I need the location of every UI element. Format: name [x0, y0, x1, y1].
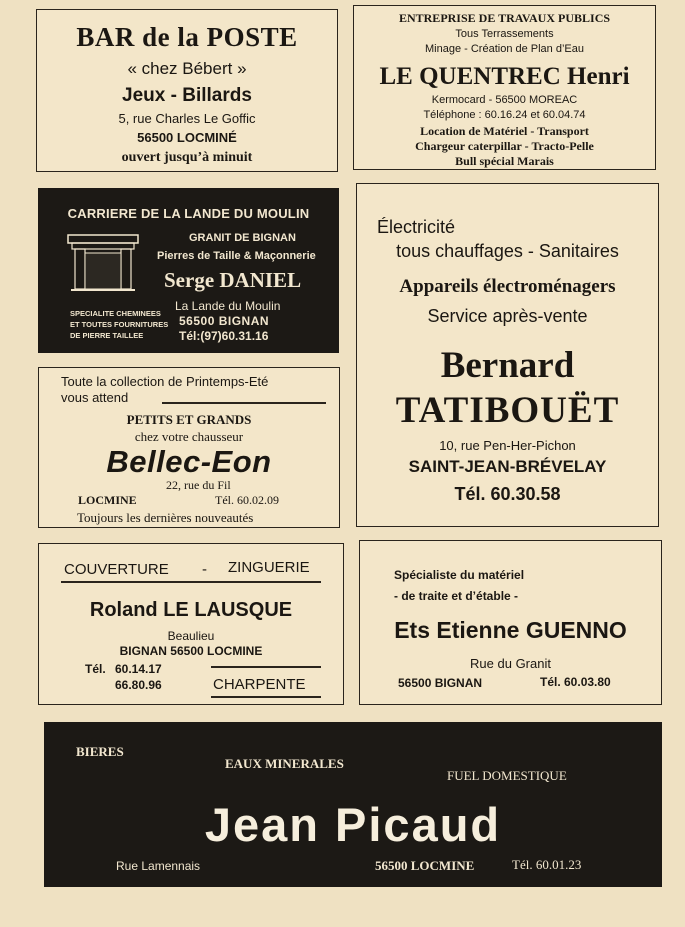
ad-title: BAR de la POSTE	[76, 22, 298, 52]
ad-item3: FUEL DOMESTIQUE	[447, 768, 567, 783]
ad-street: 10, rue Pen-Her-Pichon	[439, 438, 576, 453]
ad-address-line1: La Lande du Moulin	[175, 299, 281, 313]
ad-line3: Appareils électroménagers	[399, 276, 616, 297]
ad-line2: - de traite et d’étable -	[394, 589, 519, 603]
ad-phone: Téléphone : 60.16.24 et 60.04.74	[423, 109, 586, 121]
ad-name: Roland LE LAUSQUE	[89, 599, 293, 621]
ad-brand: Bellec-Eon	[106, 444, 272, 479]
ad-name: Jean Picaud	[204, 798, 502, 851]
ad-street: 5, rue Charles Le Goffic	[118, 111, 256, 126]
ad-item1: BIERES	[76, 744, 124, 759]
ad-divider-top	[211, 666, 321, 668]
ad-jean-picaud	[44, 722, 662, 887]
ad-divider-bottom	[211, 696, 321, 698]
ad-item2: EAUX MINERALES	[225, 756, 344, 771]
ad-header: ENTREPRISE DE TRAVAUX PUBLICS	[398, 11, 611, 25]
ad-city: BIGNAN 56500 LOCMINE	[119, 644, 263, 658]
ad-service2: Chargeur caterpillar - Tracto-Pelle	[415, 139, 594, 153]
ad-phone: Tél. 60.01.23	[512, 857, 582, 872]
ad-games: Jeux - Billards	[122, 85, 252, 106]
ad-trade: CHARPENTE	[213, 676, 306, 693]
ad-line2: tous chauffages - Sanitaires	[396, 241, 619, 261]
ad-phone2: 66.80.96	[115, 678, 162, 692]
ad-phone: Tél:(97)60.31.16	[179, 329, 269, 343]
ad-address: Kermocard - 56500 MOREAC	[431, 94, 578, 106]
ad-line1: Tous Terrassements	[455, 28, 554, 40]
ad-city: LOCMINE	[78, 493, 137, 507]
fireplace-icon	[67, 233, 139, 293]
ad-carriere-lande-du-moulin	[38, 188, 339, 353]
ad-stones: Pierres de Taille & Maçonnerie	[157, 250, 316, 262]
ad-phone: Tél. 60.30.58	[454, 484, 561, 504]
ad-phone: Tél. 60.03.80	[540, 675, 611, 689]
ad-last-name: TATIBOUËT	[395, 390, 620, 431]
ad-address-line2: 56500 BIGNAN	[179, 314, 270, 328]
ad-place: Beaulieu	[167, 629, 215, 643]
ad-nickname: « chez Bébert »	[127, 59, 247, 78]
ad-bar-de-la-poste	[36, 9, 338, 172]
ad-line2: Minage - Création de Plan d’Eau	[425, 43, 584, 55]
ad-bellec-eon	[38, 367, 340, 528]
ad-ets-etienne-guenno	[359, 540, 662, 705]
ad-street: Rue du Granit	[470, 656, 551, 671]
ad-company-name: LE QUENTREC Henri	[379, 63, 630, 90]
ad-title: CARRIERE DE LA LANDE DU MOULIN	[67, 206, 310, 221]
ad-spec3: DE PIERRE TAILLEE	[70, 331, 144, 340]
ad-hours: ouvert jusqu’à minuit	[121, 150, 253, 165]
ad-intro1: Toute la collection de Printemps-Eté	[61, 374, 269, 389]
ad-city: 56500 LOCMINÉ	[137, 130, 237, 145]
ad-granite: GRANIT DE BIGNAN	[189, 232, 296, 244]
ad-owner-name: Serge DANIEL	[164, 268, 302, 292]
ad-line1: Électricité	[377, 217, 456, 237]
ad-city: SAINT-JEAN-BRÉVELAY	[408, 457, 607, 476]
ad-tagline2: chez votre chausseur	[134, 429, 244, 444]
ad-intro2: vous attend	[61, 390, 129, 405]
ad-name: Ets Etienne GUENNO	[394, 617, 627, 643]
ad-slogan: Toujours les dernières nouveautés	[77, 510, 254, 525]
ad-spec1: SPECIALITE CHEMINEES	[70, 309, 161, 318]
ad-phone: Tél. 60.02.09	[215, 493, 279, 507]
ad-heading-left: COUVERTURE	[64, 561, 169, 578]
ad-roland-le-lausque	[38, 543, 344, 705]
ad-divider	[162, 402, 326, 404]
ad-service1: Location de Matériel - Transport	[420, 124, 589, 138]
ad-street: Rue Lamennais	[116, 859, 201, 873]
ad-le-quentrec	[353, 5, 656, 170]
ad-bernard-tatibouet	[356, 183, 659, 527]
ad-heading-right: ZINGUERIE	[228, 559, 310, 576]
ad-city: 56500 LOCMINE	[375, 858, 475, 873]
ad-city: 56500 BIGNAN	[398, 676, 483, 690]
ad-first-name: Bernard	[440, 345, 575, 386]
ad-phone1: 60.14.17	[115, 662, 162, 676]
ad-phone-label: Tél.	[85, 662, 106, 676]
ad-street: 22, rue du Fil	[166, 478, 231, 492]
ad-service3: Bull spécial Marais	[455, 154, 554, 168]
ad-line1: Spécialiste du matériel	[394, 568, 525, 582]
ad-spec2: ET TOUTES FOURNITURES	[70, 320, 169, 329]
ad-line4: Service après-vente	[427, 306, 588, 326]
ad-tagline1: PETITS ET GRANDS	[126, 412, 252, 427]
ad-heading-dash: -	[202, 561, 207, 578]
ad-heading-underline	[61, 581, 321, 583]
